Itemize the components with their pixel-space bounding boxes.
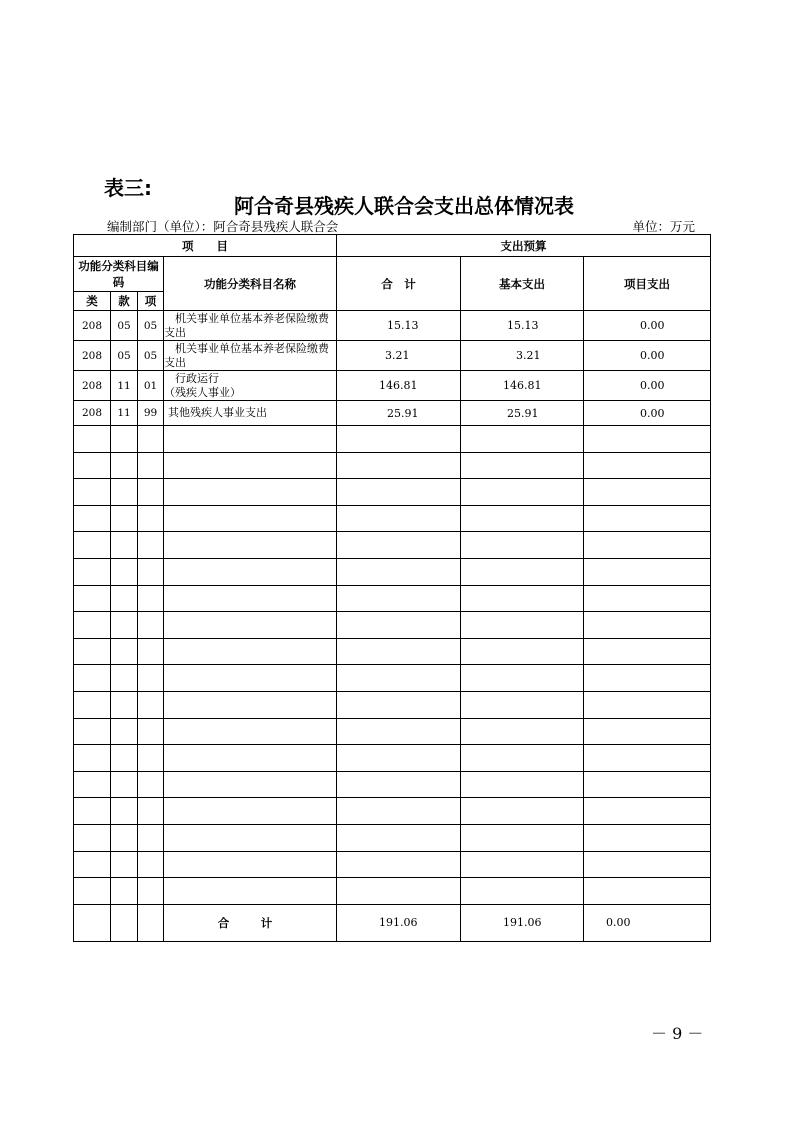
cell-lei: 208 <box>74 371 111 401</box>
totals-basic: 191.06 <box>461 904 584 941</box>
cell-basic: 146.81 <box>461 371 584 401</box>
totals-total: 191.06 <box>337 904 461 941</box>
cell-kuan: 11 <box>111 401 138 426</box>
cell-basic: 15.13 <box>461 311 584 341</box>
empty-row <box>74 505 711 532</box>
cell-name: 机关事业单位基本养老保险缴费支出 <box>164 311 337 341</box>
header-code-group: 功能分类科目编码 <box>74 257 164 292</box>
document-title: 阿合奇县残疾人联合会支出总体情况表 <box>234 194 574 218</box>
cell-project: 0.00 <box>584 311 711 341</box>
cell-lei: 208 <box>74 341 111 371</box>
totals-label: 合 计 <box>164 904 337 941</box>
table-label: 表三: <box>104 176 152 200</box>
empty-row <box>74 452 711 479</box>
header-basic: 基本支出 <box>461 257 584 311</box>
department-label: 编制部门（单位）：阿合奇县残疾人联合会 <box>107 219 339 234</box>
expenditure-table <box>73 234 711 942</box>
header-xiang: 项 <box>138 292 164 311</box>
header-kuan: 款 <box>111 292 138 311</box>
header-project: 项目支出 <box>584 257 711 311</box>
table-row <box>74 341 711 371</box>
cell-xiang: 99 <box>138 401 164 426</box>
cell-kuan: 11 <box>111 371 138 401</box>
cell-name: 机关事业单位基本养老保险缴费支出 <box>164 341 337 371</box>
table-row <box>74 371 711 401</box>
empty-row <box>74 824 711 851</box>
cell-project: 0.00 <box>584 371 711 401</box>
cell-total: 25.91 <box>337 401 461 426</box>
empty-row <box>74 426 711 453</box>
cell-name: 其他残疾人事业支出 <box>164 401 337 426</box>
empty-row <box>74 638 711 665</box>
empty-row <box>74 718 711 745</box>
cell-xiang: 01 <box>138 371 164 401</box>
header-name: 功能分类科目名称 <box>164 257 337 311</box>
empty-row <box>74 878 711 905</box>
cell-lei: 208 <box>74 401 111 426</box>
empty-row <box>74 665 711 692</box>
empty-row <box>74 691 711 718</box>
cell-basic: 25.91 <box>461 401 584 426</box>
empty-row <box>74 612 711 639</box>
cell-xiang: 05 <box>138 341 164 371</box>
empty-row <box>74 585 711 612</box>
cell-total: 15.13 <box>337 311 461 341</box>
cell-xiang: 05 <box>138 311 164 341</box>
empty-row <box>74 851 711 878</box>
totals-row <box>74 904 711 941</box>
empty-row <box>74 558 711 585</box>
table-row <box>74 401 711 426</box>
header-budget: 支出预算 <box>337 235 711 257</box>
header-total: 合 计 <box>337 257 461 311</box>
header-lei: 类 <box>74 292 111 311</box>
cell-project: 0.00 <box>584 401 711 426</box>
cell-kuan: 05 <box>111 311 138 341</box>
empty-row <box>74 479 711 506</box>
cell-total: 3.21 <box>337 341 461 371</box>
empty-row <box>74 745 711 772</box>
header-item: 项 目 <box>74 235 337 257</box>
totals-project: 0.00 <box>584 904 711 941</box>
cell-kuan: 05 <box>111 341 138 371</box>
empty-row <box>74 532 711 559</box>
cell-total: 146.81 <box>337 371 461 401</box>
page-number: － 9 － <box>651 1024 704 1043</box>
cell-basic: 3.21 <box>461 341 584 371</box>
unit-label: 单位：万元 <box>632 219 695 234</box>
empty-row <box>74 798 711 825</box>
table-row <box>74 311 711 341</box>
empty-row <box>74 771 711 798</box>
cell-name: 行政运行 （残疾人事业） <box>164 371 337 401</box>
cell-lei: 208 <box>74 311 111 341</box>
cell-project: 0.00 <box>584 341 711 371</box>
